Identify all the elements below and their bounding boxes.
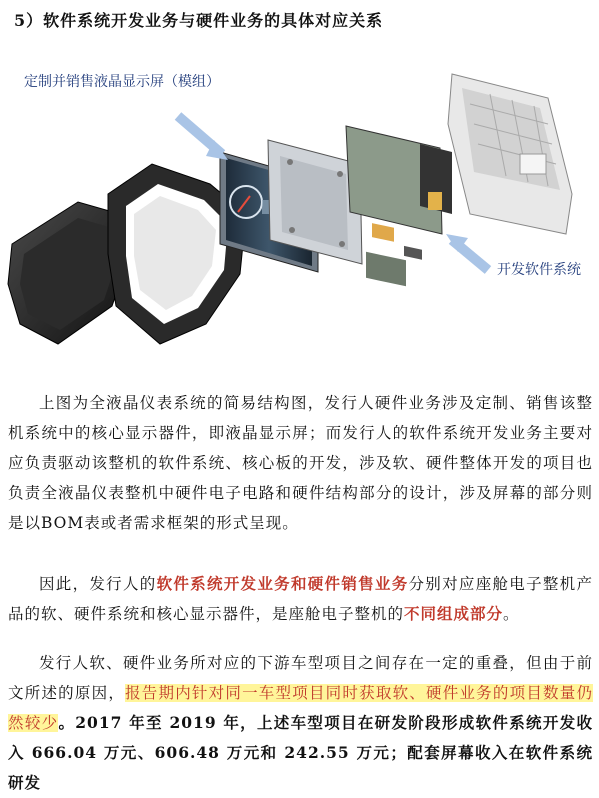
instrument-cluster-diagram bbox=[0, 44, 599, 362]
para2-highlight-components: 不同组成部分 bbox=[404, 603, 504, 623]
arrow-to-board-icon bbox=[446, 234, 488, 270]
label-software-system: 开发软件系统 bbox=[497, 262, 581, 278]
para2-text-a: 因此，发行人的 bbox=[39, 574, 157, 593]
arrow-to-lcd-icon bbox=[178, 116, 228, 160]
para2-text-c: 分别对应座舱电子整机产品的软、硬件系统和核心显示器件，是座舱电子整机的 bbox=[8, 574, 593, 623]
para2-highlight-business: 软件系统开发业务和硬件销售业务 bbox=[156, 573, 409, 593]
para2-text-e: 。 bbox=[503, 604, 520, 623]
paragraph-overlap bbox=[8, 648, 593, 798]
paragraph-structure: 上图为全液晶仪表系统的简易结构图，发行人硬件业务涉及定制、销售该整机系统中的核心显示器件，即液晶显示屏；而发行人的软件系统开发业务主要对应负责驱动该整机的软件系统、核心板的开发，涉及软、硬件整体开发的项目也负责全液晶仪表整机中硬件电子电路和硬件结构部分的设计，涉及屏幕的部分则是以BOM表或者需求框架的形式呈现。 bbox=[8, 393, 593, 532]
exploded-view-figure bbox=[0, 44, 599, 362]
section-heading: 5）软件系统开发业务与硬件业务的具体对应关系 bbox=[14, 11, 384, 30]
para3-highlight-few-projects: 报告期内针对同一车型项目同时获取软、硬件业务的项目数量仍然较少 bbox=[8, 683, 593, 732]
para3-text-c: 。2017 年至 2019 年，上述车型项目在研发阶段形成软件系统开发收入 666.04 万元、606.48 万元和 242.55 万元；配套屏幕收入在软件系统研发 bbox=[8, 712, 593, 792]
label-display-module: 定制并销售液晶显示屏（模组） bbox=[24, 74, 220, 90]
para3-text-a: 发行人软、硬件业务所对应的下游车型项目之间存在一定的重叠，但由于前文所述的原因， bbox=[8, 653, 593, 702]
rear-housing-part bbox=[448, 74, 572, 234]
paragraph-conclusion bbox=[8, 569, 593, 629]
